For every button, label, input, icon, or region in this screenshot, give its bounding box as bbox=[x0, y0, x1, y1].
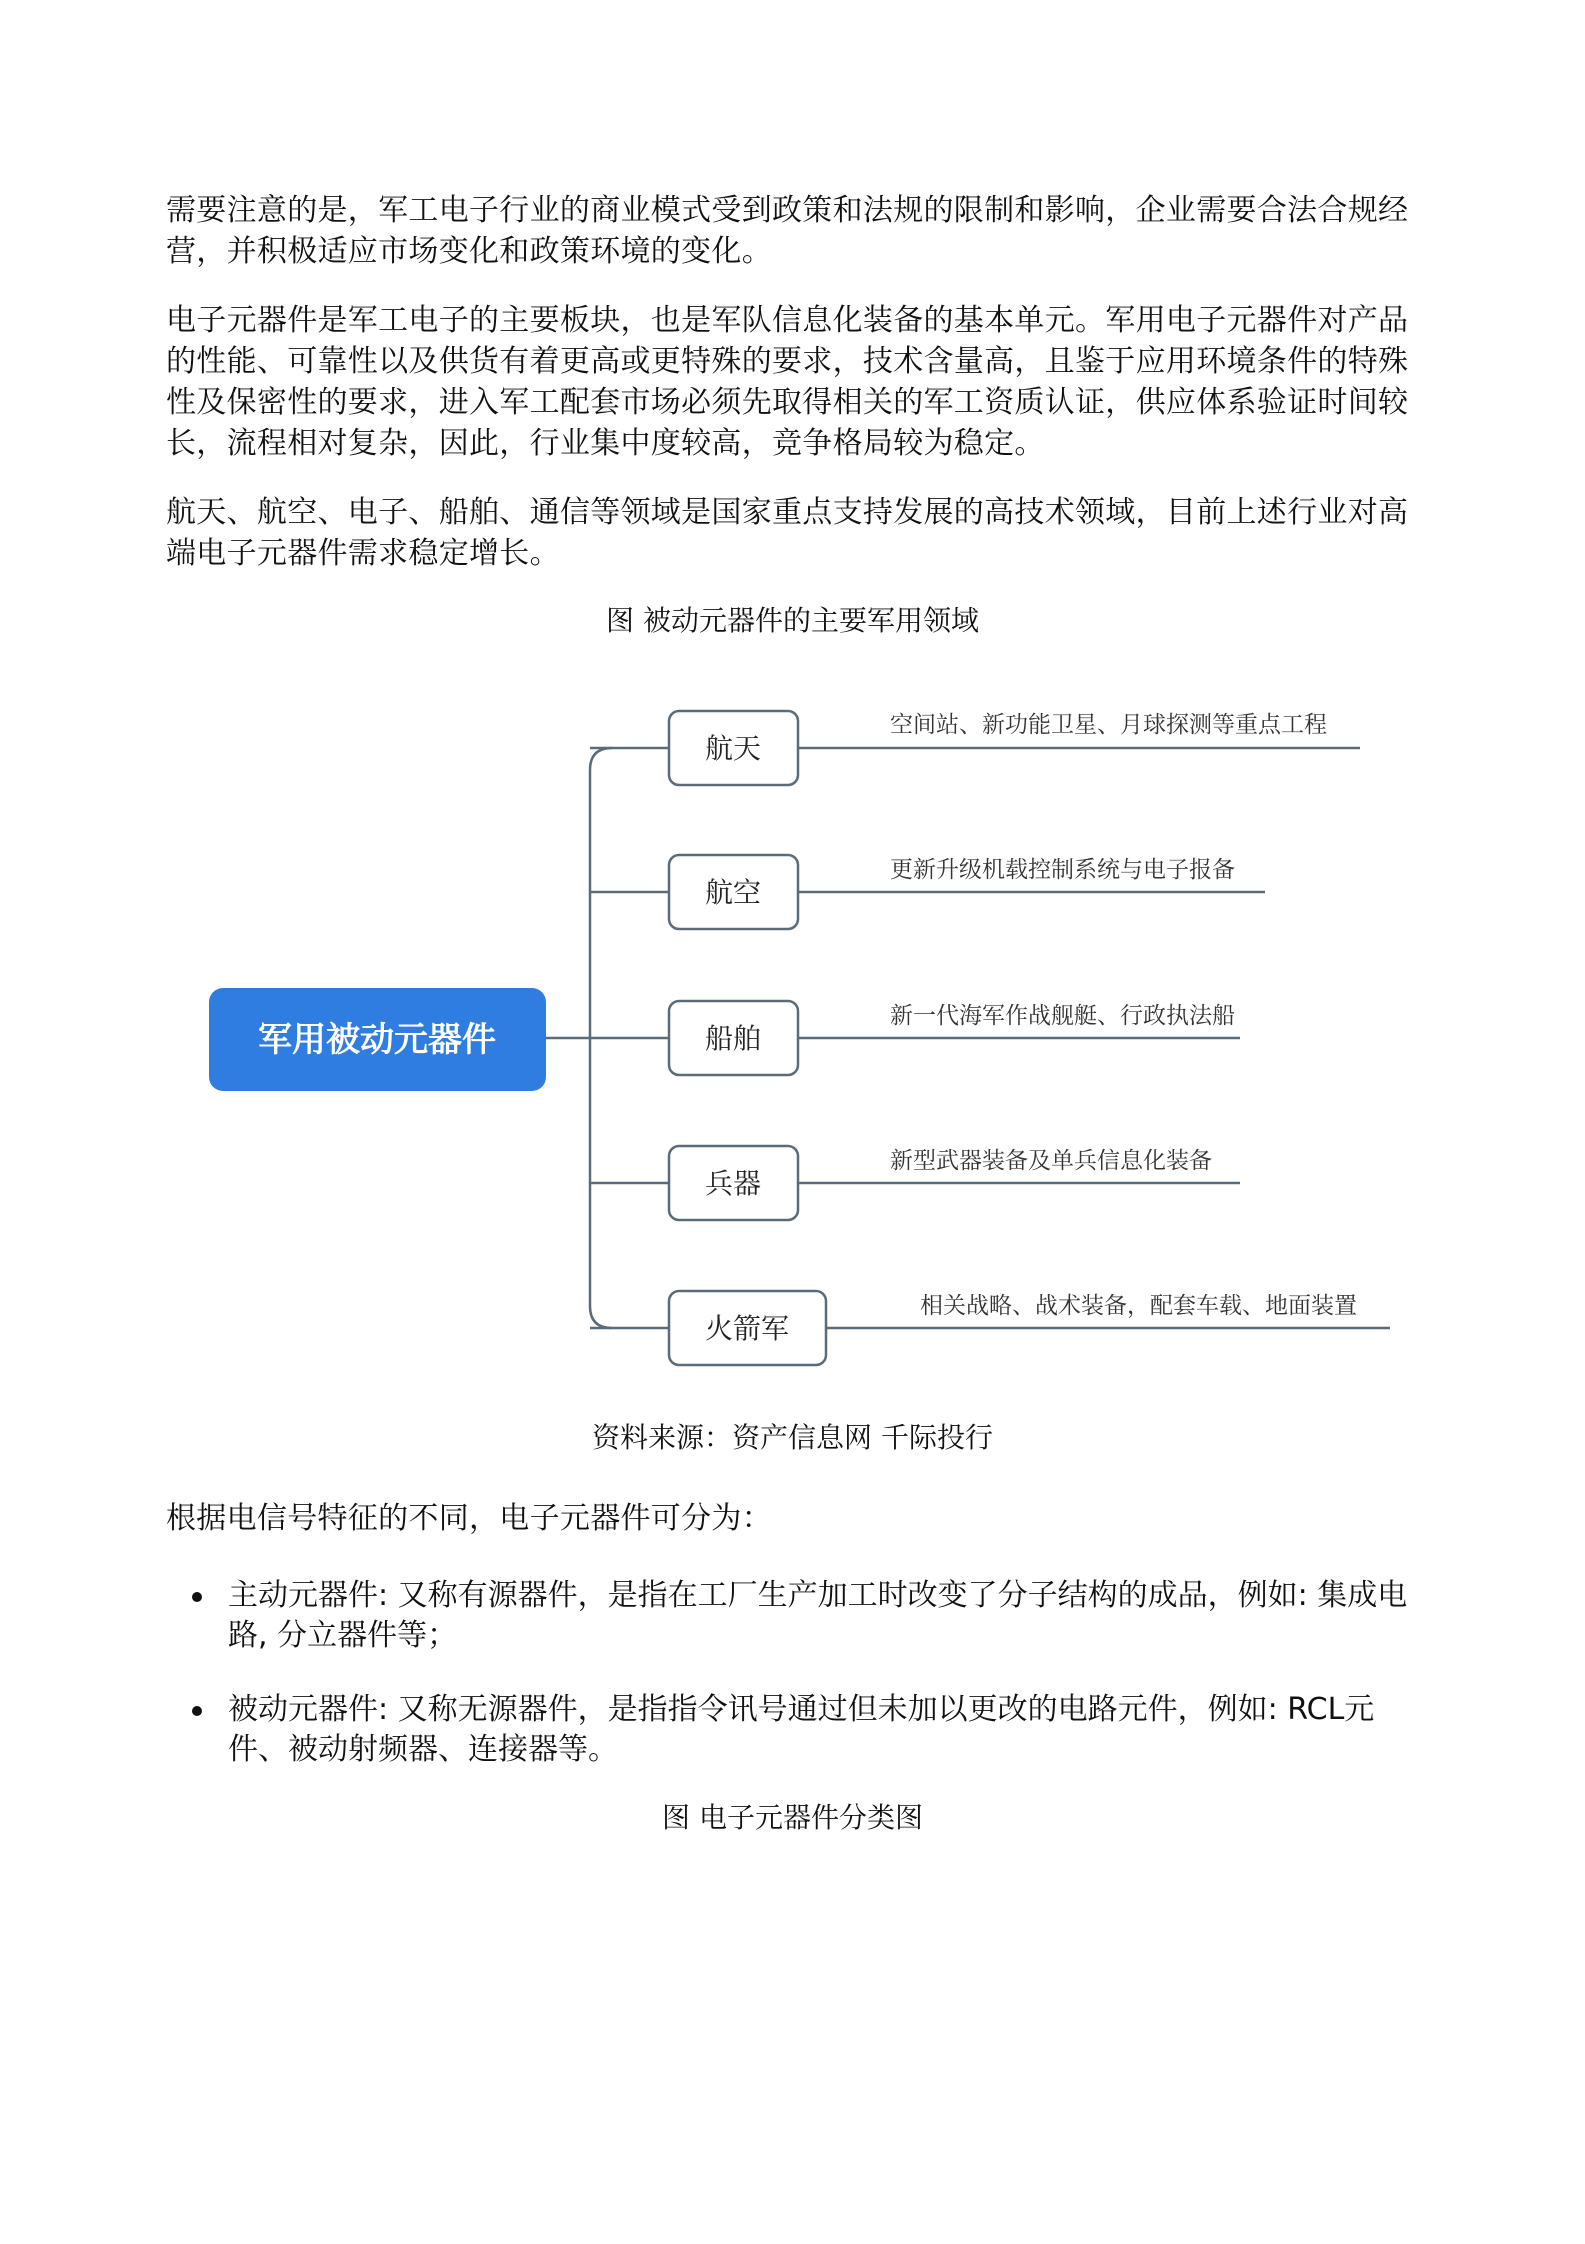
bullet-icon bbox=[192, 1592, 202, 1602]
figure-1-caption: 图 被动元器件的主要军用领域 bbox=[606, 604, 979, 637]
mind-map-diagram bbox=[0, 690, 1585, 1380]
figure-2-caption: 图 电子元器件分类图 bbox=[662, 1801, 923, 1834]
branch-label: 航空 bbox=[704, 876, 762, 909]
branch-desc: 相关战略、战术装备，配套车载、地面装置 bbox=[920, 1293, 1357, 1319]
branch-desc: 新型武器装备及单兵信息化装备 bbox=[890, 1148, 1212, 1174]
paragraph-3: 航天、航空、电子、船舶、通信等领域是国家重点支持发展的高技术领域，目前上述行业对高端电子元器件需求稳定增长。 bbox=[166, 495, 1409, 571]
figure-1-source: 资料来源：资产信息网 千际投行 bbox=[592, 1421, 993, 1454]
root-label: 军用被动元器件 bbox=[258, 1020, 496, 1060]
branch-desc: 新一代海军作战舰艇、行政执法船 bbox=[890, 1003, 1235, 1029]
list-item bbox=[166, 1576, 1426, 1656]
paragraph-1: 需要注意的是，军工电子行业的商业模式受到政策和法规的限制和影响，企业需要合法合规经营，并积极适应市场变化和政策环境的变化。 bbox=[166, 193, 1409, 269]
bullet-icon bbox=[192, 1706, 202, 1716]
branch-label: 船舶 bbox=[704, 1022, 762, 1055]
branch-label: 兵器 bbox=[704, 1167, 762, 1200]
branch-label: 航天 bbox=[704, 732, 762, 765]
mind-map-root bbox=[209, 988, 546, 1091]
list-item bbox=[166, 1690, 1426, 1770]
list-item-text: 主动元器件: 又称有源器件，是指在工厂生产加工时改变了分子结构的成品，例如: 集成电路, 分立器件等； bbox=[228, 1578, 1408, 1653]
branch-label: 火箭军 bbox=[704, 1312, 790, 1345]
paragraph-2: 电子元器件是军工电子的主要板块，也是军队信息化装备的基本单元。军用电子元器件对产品的性能、可靠性以及供货有着更高或更特殊的要求，技术含量高，且鉴于应用环境条件的特殊性及保密性的要求，进入军工配套市场必须先取得相关的军工资质认证，供应体系验证时间较长，流程相对复杂，因此，行业集中度较高，竞争格局较为稳定。 bbox=[166, 303, 1409, 461]
classification-intro: 根据电信号特征的不同，电子元器件可分为： bbox=[166, 1501, 772, 1536]
branch-desc: 更新升级机载控制系统与电子报备 bbox=[890, 857, 1235, 883]
list-item-text: 被动元器件: 又称无源器件，是指指令讯号通过但未加以更改的电路元件，例如: RCL元件、被动射频器、连接器等。 bbox=[228, 1692, 1375, 1767]
classification-list bbox=[166, 1576, 1426, 1804]
branch-desc: 空间站、新功能卫星、月球探测等重点工程 bbox=[890, 712, 1327, 738]
